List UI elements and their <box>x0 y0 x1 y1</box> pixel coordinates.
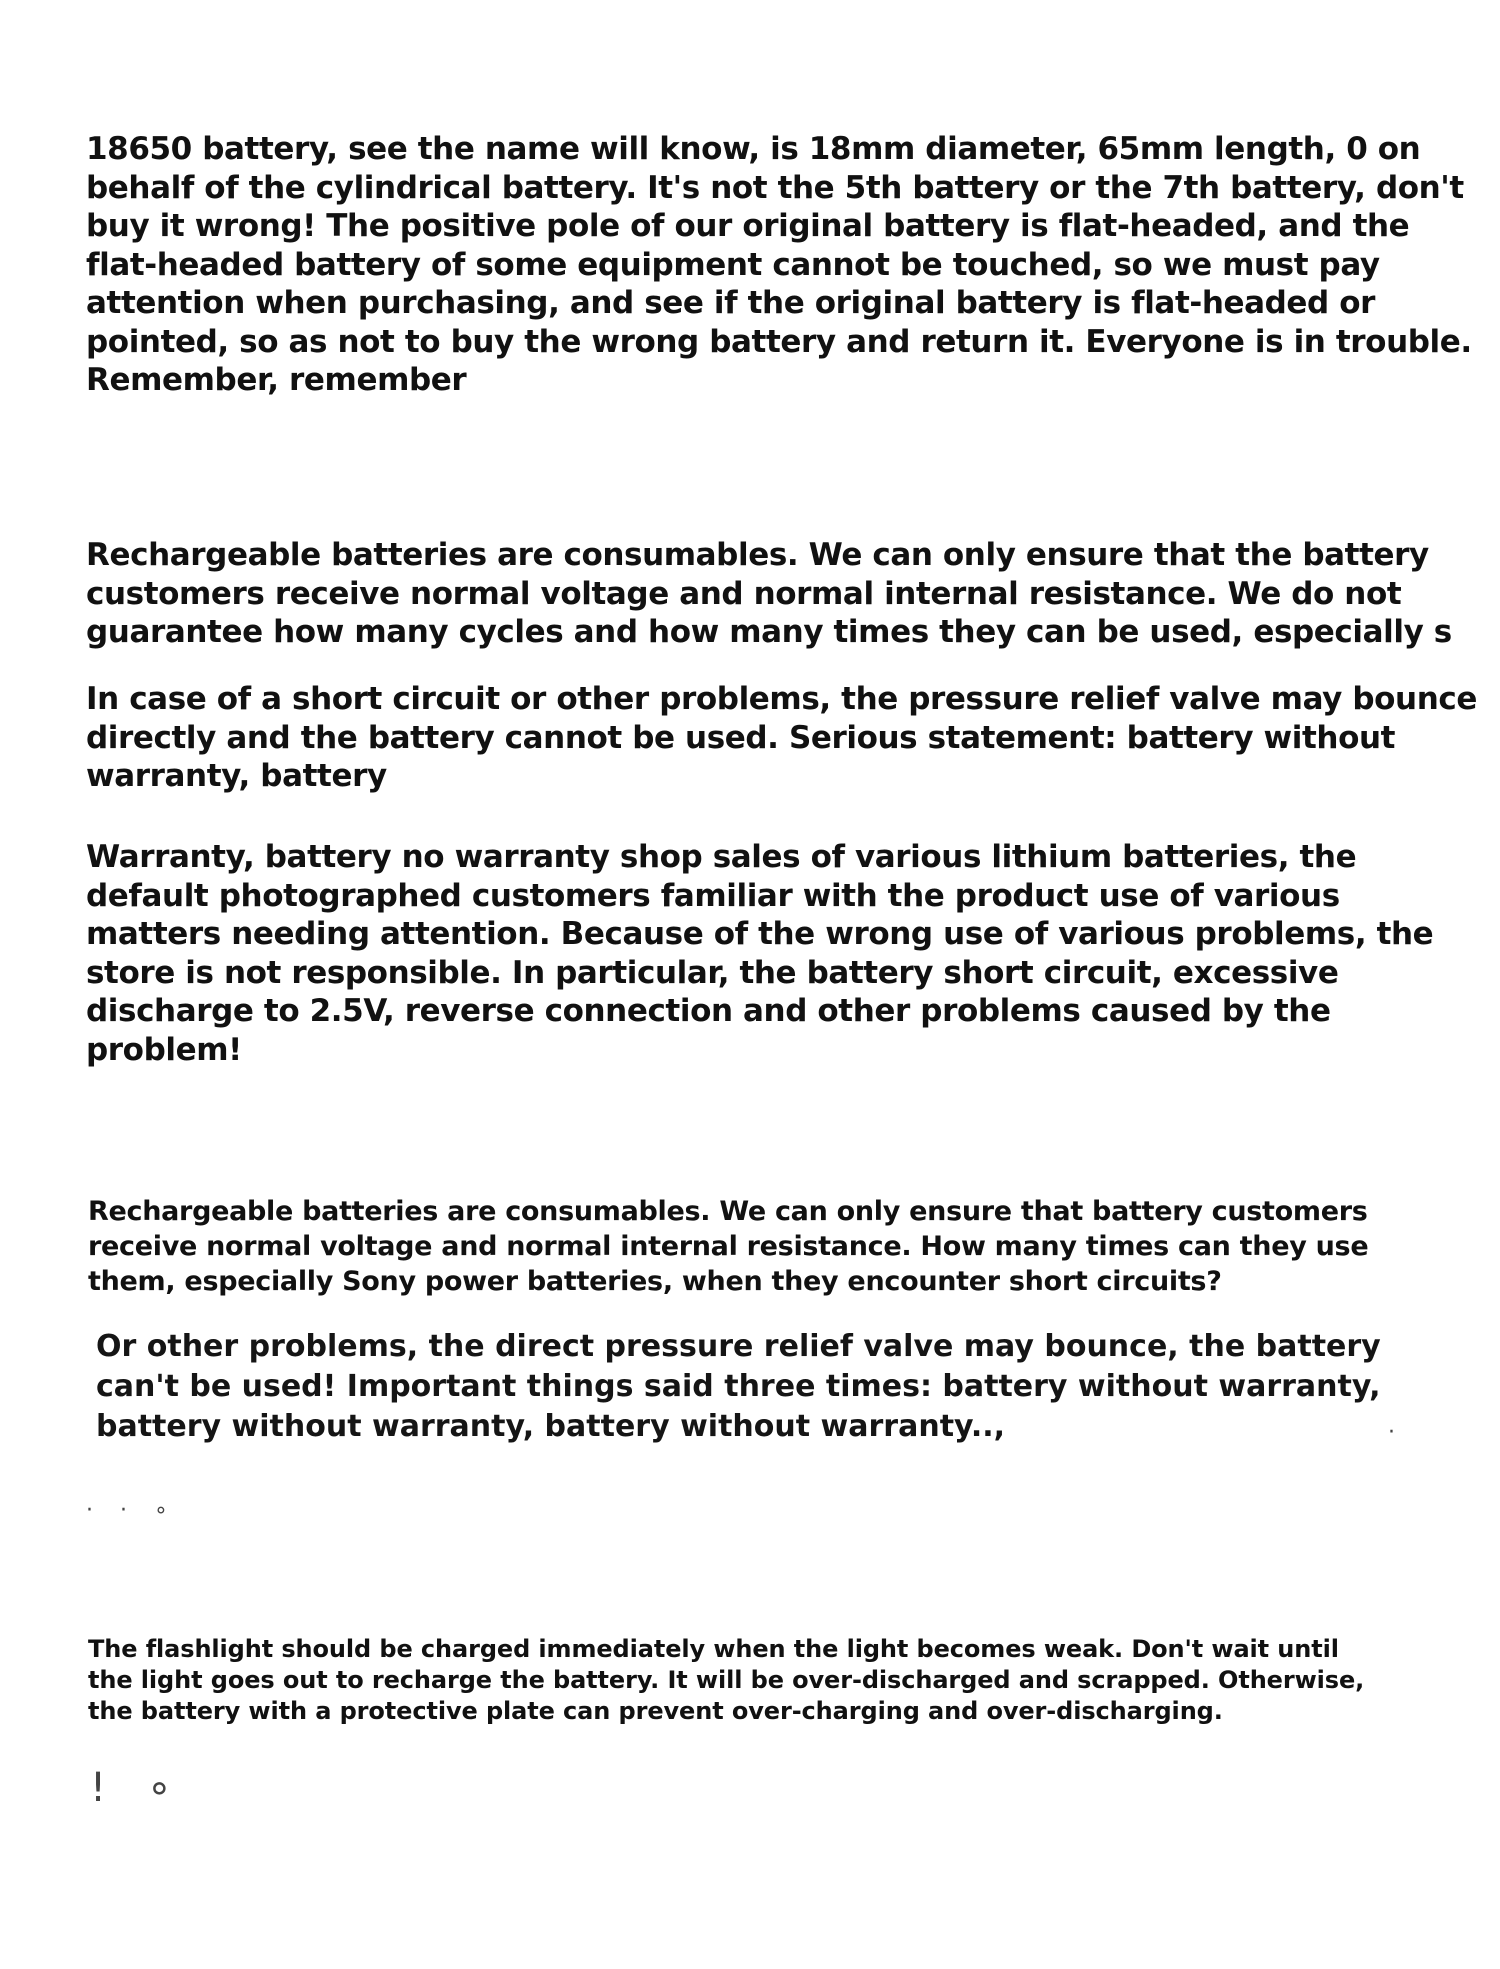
paragraph-flashlight: The flashlight should be charged immediately when the light becomes weak. Don't wait until the light goes out to recharge the battery. It will be over-discharged and scrapped. Otherwise, the battery with a protective plate can prevent over-charging and over-discharging. <box>88 1635 1365 1725</box>
trailing-dot-mark: · <box>1388 1420 1395 1445</box>
paragraph-no-warranty: Warranty, battery no warranty shop sales of various lithium batteries, the default photographed customers familiar with the product use of various matters needing attention. Because of the wrong use of various problems, the store is not responsible. In particular, the battery short circuit, excessive discharge to 2.5V, reverse connection and other problems caused by the problem! <box>86 839 1434 1068</box>
paragraph-consumables-sony: Rechargeable batteries are consumables. We can only ensure that battery customers receive normal voltage and normal internal resistance. How many times can they use them, especially Sony power batteries, when they encounter short circuits? <box>88 1196 1369 1297</box>
exclamation-mark: ! ∘ <box>90 1765 186 1811</box>
paragraph-consumables-warning: Rechargeable batteries are consumables. We can only ensure that the battery customers receive normal voltage and normal internal resistance. We do not guarantee how many cycles and how many times they can be used, especially s <box>86 537 1452 650</box>
stray-dots-mark: · · ∘ <box>86 1498 178 1523</box>
paragraph-three-times: Or other problems, the direct pressure relief valve may bounce, the battery can't be used! Important things said three times: battery without warranty, battery without warranty, battery without warranty.., <box>96 1329 1381 1444</box>
paragraph-short-circuit: In case of a short circuit or other problems, the pressure relief valve may bounce directly and the battery cannot be used. Serious statement: battery without warranty, battery <box>86 681 1477 794</box>
paragraph-battery-size: 18650 battery, see the name will know, is 18mm diameter, 65mm length, 0 on behalf of the cylindrical battery. It's not the 5th battery or the 7th battery, don't buy it wrong! The positive pole of our original battery is flat-headed, and the flat-headed battery of some equipment cannot be touched, so we must pay attention when purchasing, and see if the original battery is flat-headed or pointed, so as not to buy the wrong battery and return it. Everyone is in trouble. Remember, remember <box>86 131 1472 398</box>
